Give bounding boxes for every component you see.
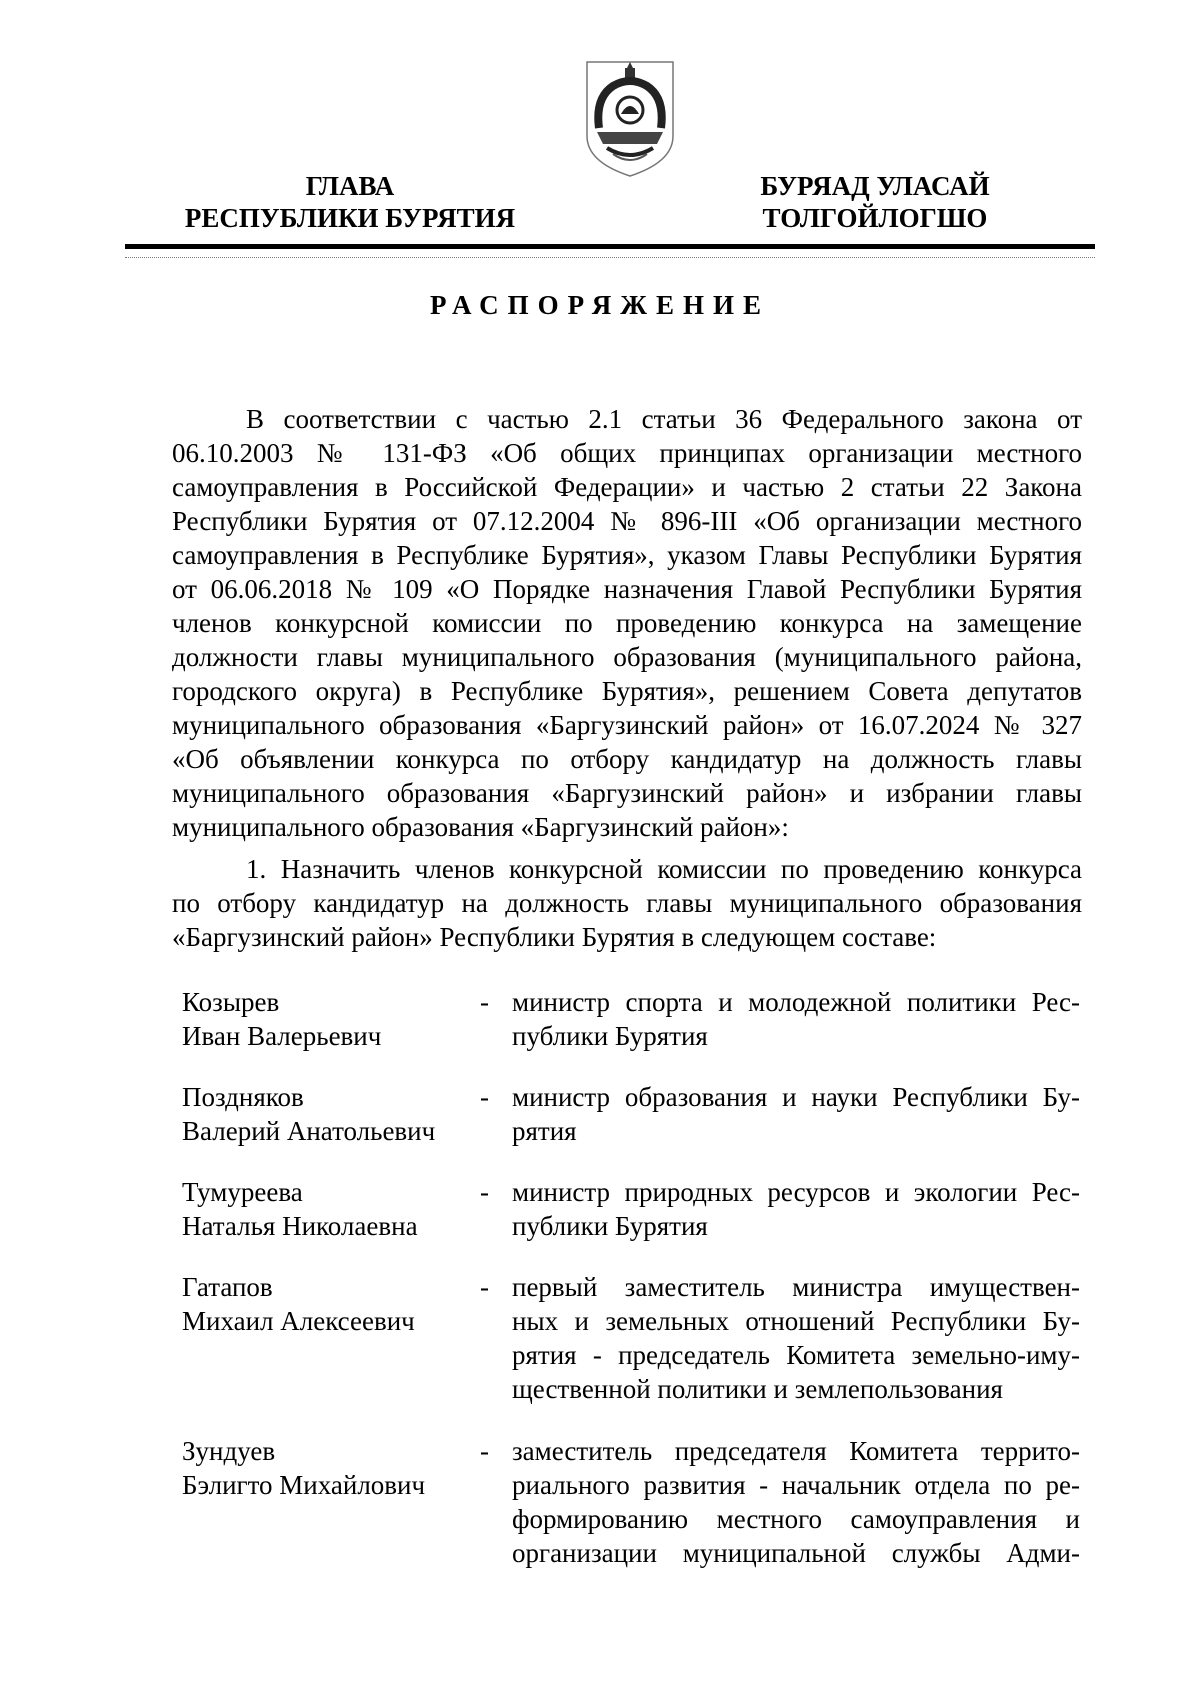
header-divider-thin [125,257,1095,259]
member-name: Козырев Иван Валерьевич [182,987,382,1051]
preamble-paragraph [172,402,1082,844]
commission-members-list [182,985,1082,1604]
header-left-line2: РЕСПУБЛИКИ БУРЯТИЯ [184,203,516,233]
paragraph-line: членов конкурсной комиссии по проведению конкурса на замещение [172,608,1082,638]
paragraph-line: городского округа) в Республике Бурятия», решением Совета депутатов [172,676,1082,706]
paragraph-line: самоуправления в Российской Федерации» и частью 2 статьи 22 Закона [172,472,1082,502]
paragraph-line: Республики Бурятия от 07.12.2004 № 896-III «Об организации местного [172,506,1082,536]
member-entry [182,1080,1082,1175]
paragraph-line: по отбору кандидатур на должность главы муниципального образования [172,888,1082,918]
header-divider-thick [125,244,1095,249]
member-role: министр природных ресурсов и экологии Рес- публики Бурятия [512,1177,1080,1241]
paragraph-line: муниципального образования «Баргузинский район» и избрании главы [172,778,1082,808]
member-dash: - [480,1272,489,1302]
member-dash: - [480,1436,489,1466]
member-entry [182,1175,1082,1270]
document-title: РАСПОРЯЖЕНИЕ [429,290,771,320]
paragraph-line: «Баргузинский район» Республики Бурятия в следующем составе: [172,922,937,952]
paragraph-line: муниципального образования «Баргузинский район» от 16.07.2024 № 327 [172,710,1082,740]
member-name: Поздняков Валерий Анатольевич [182,1082,436,1146]
member-entry [182,1434,1082,1604]
paragraph-line: В соответствии с частью 2.1 статьи 36 Федерального закона от [246,404,1082,434]
member-name: Гатапов Михаил Алексеевич [182,1272,415,1336]
member-dash: - [480,1177,489,1207]
paragraph-line: 1. Назначить членов конкурсной комиссии по проведению конкурса [246,854,1082,884]
paragraph-line: должности главы муниципального образования (муниципального района, [172,642,1082,672]
member-dash: - [480,987,489,1017]
member-dash: - [480,1082,489,1112]
paragraph-line: от 06.06.2018 № 109 «О Порядке назначения Главой Республики Бурятия [172,574,1082,604]
header-right-line1: БУРЯАД УЛАСАЙ [760,171,990,201]
member-role: первый заместитель министра имуществен- ных и земельных отношений Республики Бу- рятия - председатель Комитета земельно-иму- щественной политики и землепользования [512,1272,1080,1404]
member-entry [182,985,1082,1080]
member-entry [182,1270,1082,1434]
header-left-line1: ГЛАВА [305,171,395,201]
paragraph-line: муниципального образования «Баргузинский район»: [172,812,789,842]
member-name: Зундуев Бэлигто Михайлович [182,1436,426,1500]
header-right [720,170,1030,234]
member-role: заместитель председателя Комитета террито- риального развития - начальник отдела по ре- формированию местного самоуправления и организации муниципальной службы Адми- [512,1436,1080,1568]
member-role: министр образования и науки Республики Бу- рятия [512,1082,1080,1146]
header-right-line2: ТОЛГОЙЛОГШО [762,203,988,233]
paragraph-line: «Об объявлении конкурса по отбору кандидатур на должность главы [172,744,1082,774]
header-left [165,170,535,234]
member-role: министр спорта и молодежной политики Рес- публики Бурятия [512,987,1080,1051]
paragraph-line: 06.10.2003 № 131-ФЗ «Об общих принципах организации местного [172,438,1082,468]
coat-of-arms-icon [583,58,677,180]
member-name: Тумуреева Наталья Николаевна [182,1177,418,1241]
paragraph-line: самоуправления в Республике Бурятия», указом Главы Республики Бурятия [172,540,1082,570]
clause-1-paragraph [172,852,1082,954]
